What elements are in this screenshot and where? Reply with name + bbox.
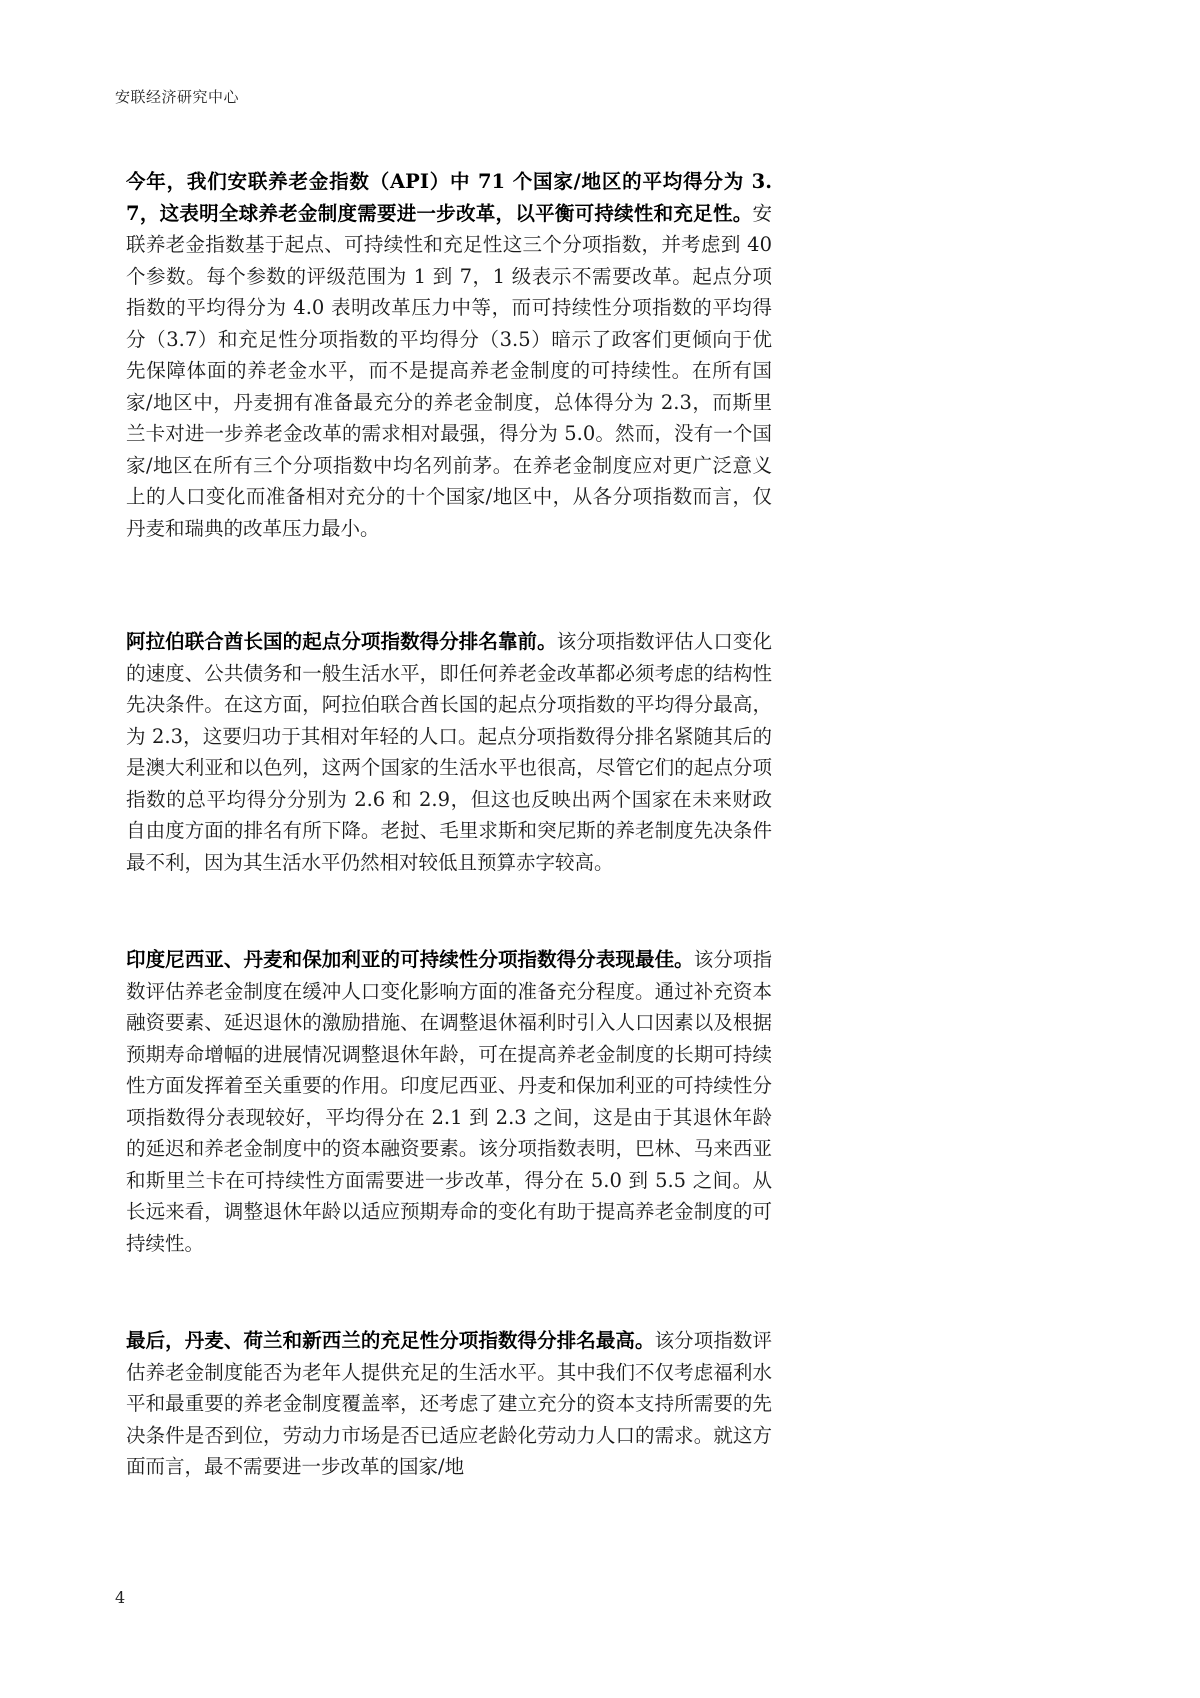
paragraph-text: 安联养老金指数基于起点、可持续性和充足性这三个分项指数，并考虑到 40 个参数。每个参数的评级范围为 1 到 7，1 级表示不需要改革。起点分项指数的平均得分为 4.0 表明改革压力中等，而可持续性分项指数的平均得分（3.7）和充足性分项指数的平均得分（3.5）暗示了政客们更倾向于优先保障体面的养老金水平，而不是提高养老金制度的可持续性。在所有国家/地区中，丹麦拥有准备最充分的养老金制度，总体得分为 2.3，而斯里兰卡对进一步养老金改革的需求相对最强，得分为 5.0。然而，没有一个国家/地区在所有三个分项指数中均名列前茅。在养老金制度应对更广泛意义上的人口变化而准备相对充分的十个国家/地区中，从各分项指数而言，仅丹麦和瑞典的改革压力最小。: [126, 201, 772, 540]
article-body: [126, 166, 772, 1483]
paragraph-text: 该分项指数评估养老金制度能否为老年人提供充足的生活水平。其中我们不仅考虑福利水平和最重要的养老金制度覆盖率，还考虑了建立充分的资本支持所需要的先决条件是否到位，劳动力市场是否已适应老龄化劳动力人口的需求。就这方面而言，最不需要进一步改革的国家/地: [126, 1329, 772, 1478]
paragraph-adequacy: [126, 1325, 772, 1483]
paragraph-overview: [126, 166, 772, 544]
paragraph-text: 该分项指数评估人口变化的速度、公共债务和一般生活水平，即任何养老金改革都必须考虑的结构性先决条件。在这方面，阿拉伯联合酋长国的起点分项指数的平均得分最高，为 2.3，这要归功于其相对年轻的人口。起点分项指数得分排名紧随其后的是澳大利亚和以色列，这两个国家的生活水平也很高，尽管它们的起点分项指数的总平均得分分别为 2.6 和 2.9，但这也反映出两个国家在未来财政自由度方面的排名有所下降。老挝、毛里求斯和突尼斯的养老制度先决条件最不利，因为其生活水平仍然相对较低且预算赤字较高。: [126, 630, 772, 874]
paragraph-text: 该分项指数评估养老金制度在缓冲人口变化影响方面的准备充分程度。通过补充资本融资要素、延迟退休的激励措施、在调整退休福利时引入人口因素以及根据预期寿命增幅的进展情况调整退休年龄，可在提高养老金制度的长期可持续性方面发挥着至关重要的作用。印度尼西亚、丹麦和保加利亚的可持续性分项指数得分表现较好，平均得分在 2.1 到 2.3 之间，这是由于其退休年龄的延迟和养老金制度中的资本融资要素。该分项指数表明，巴林、马来西亚和斯里兰卡在可持续性方面需要进一步改革，得分在 5.0 到 5.5 之间。从长远来看，调整退休年龄以适应预期寿命的变化有助于提高养老金制度的可持续性。: [126, 948, 772, 1255]
paragraph-lead: 印度尼西亚、丹麦和保加利亚的可持续性分项指数得分表现最佳。: [126, 948, 694, 971]
running-header: 安联经济研究中心: [115, 88, 240, 106]
paragraph-starting-point: [126, 626, 772, 878]
paragraph-lead: 最后，丹麦、荷兰和新西兰的充足性分项指数得分排名最高。: [126, 1329, 655, 1352]
paragraph-lead: 今年，我们安联养老金指数（API）中 71 个国家/地区的平均得分为 3.7，这表明全球养老金制度需要进一步改革，以平衡可持续性和充足性。: [126, 170, 772, 225]
paragraph-lead: 阿拉伯联合酋长国的起点分项指数得分排名靠前。: [126, 630, 557, 653]
paragraph-sustainability: [126, 944, 772, 1259]
page-number: 4: [115, 1588, 126, 1607]
